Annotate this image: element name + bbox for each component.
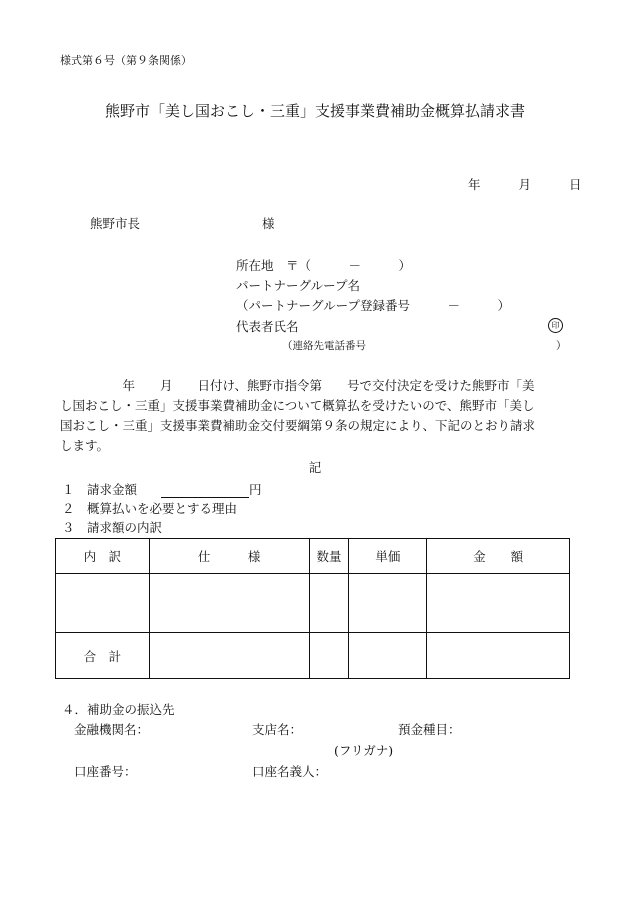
body-line: 年 月 日付け、熊野市指令第 号で交付決定を受けた熊野市「美 — [60, 378, 535, 393]
bank-deposit-type-label: 預金種目： — [398, 722, 461, 737]
table-total-row — [56, 633, 570, 679]
total-label: 合 計 — [56, 633, 150, 679]
table-cell[interactable] — [427, 574, 570, 633]
table-cell[interactable] — [349, 574, 427, 633]
date-month: 月 — [518, 177, 531, 192]
item-2: ２ 概算払いを必要とする理由 — [62, 501, 238, 516]
item-1-unit: 円 — [249, 482, 262, 497]
item-1-label: １ 請求金額 — [62, 482, 138, 497]
table-cell[interactable] — [309, 574, 349, 633]
addressee-name: 熊野市長 — [90, 216, 141, 231]
request-body — [60, 376, 572, 456]
header-specification: 仕 様 — [149, 539, 309, 574]
applicant-phone: （連絡先電話番号 — [282, 340, 366, 352]
seal-mark: 印 — [548, 318, 563, 333]
header-breakdown: 内 訳 — [56, 539, 150, 574]
applicant-phone-close: ） — [556, 340, 567, 352]
table-cell[interactable] — [349, 633, 427, 679]
body-line: し国おこし・三重」支援事業費補助金について概算払を受けたいので、熊野市「美し — [60, 398, 535, 413]
date-day: 日 — [568, 177, 582, 192]
header-unit-price: 単価 — [349, 539, 427, 574]
header-quantity: 数量 — [309, 539, 349, 574]
document-title: 熊野市「美し国おこし・三重」支援事業費補助金概算払請求書 — [104, 102, 525, 120]
amount-field[interactable] — [161, 483, 249, 498]
bank-branch-label: 支店名： — [252, 722, 303, 737]
bank-furigana-label: (フリガナ) — [334, 743, 394, 758]
date-year: 年 — [468, 177, 481, 192]
table-header-row — [56, 539, 570, 574]
body-line: します。 — [60, 438, 110, 453]
item-1 — [62, 480, 262, 498]
applicant-representative: 代表者氏名 — [236, 319, 299, 334]
applicant-group-reg-no: （パートナーグループ登録番号 － ） — [236, 298, 511, 313]
table-cell[interactable] — [149, 633, 309, 679]
header-amount: 金 額 — [427, 539, 570, 574]
breakdown-table — [55, 538, 570, 679]
table-row — [56, 574, 570, 633]
ki-label: 記 — [308, 460, 322, 475]
body-line: 国おこし・三重」支援事業費補助金交付要綱第９条の規定により、下記のとおり請求 — [60, 418, 536, 433]
table-cell[interactable] — [427, 633, 570, 679]
form-number: 様式第６号（第９条関係） — [60, 54, 192, 67]
item-3: ３ 請求額の内訳 — [62, 520, 163, 535]
bank-heading: ４．補助金の振込先 — [62, 702, 175, 717]
bank-account-name-label: 口座名義人： — [252, 764, 328, 779]
table-cell[interactable] — [56, 574, 150, 633]
bank-institution-label: 金融機関名： — [74, 722, 150, 737]
table-cell[interactable] — [149, 574, 309, 633]
applicant-group-name: パートナーグループ名 — [236, 278, 361, 293]
date-line — [468, 175, 581, 193]
applicant-address: 所在地 〒（ － ） — [236, 258, 412, 273]
addressee-honorific: 様 — [262, 216, 275, 231]
table-cell[interactable] — [309, 633, 349, 679]
bank-account-no-label: 口座番号： — [74, 764, 137, 779]
